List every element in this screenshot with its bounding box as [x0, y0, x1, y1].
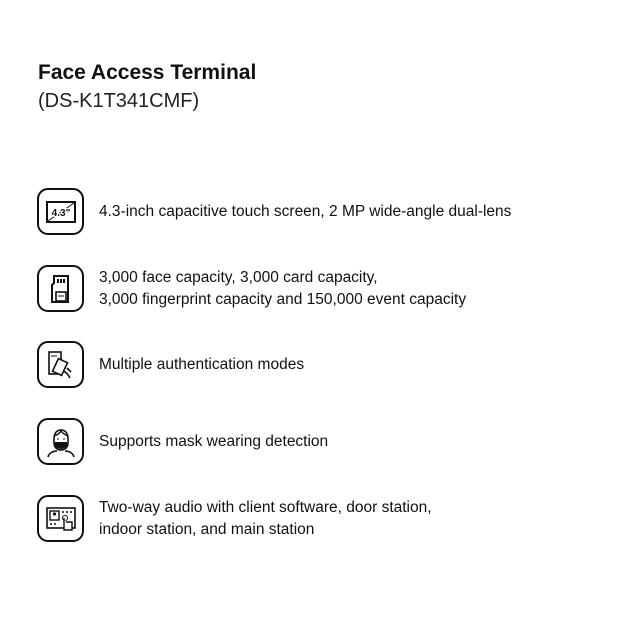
feature-item	[37, 495, 432, 542]
feature-item	[37, 265, 466, 312]
page-title: Face Access Terminal	[38, 61, 257, 84]
feature-text: indoor station, and main station	[99, 520, 315, 538]
intercom-icon	[37, 495, 84, 542]
feature-text: 3,000 face capacity, 3,000 card capacity,	[99, 268, 378, 286]
feature-item	[37, 188, 511, 235]
card-swipe-icon	[37, 341, 84, 388]
screen-size-icon	[37, 188, 84, 235]
model-number: (DS-K1T341CMF)	[38, 90, 200, 112]
feature-text: 3,000 fingerprint capacity and 150,000 event capacity	[99, 290, 467, 308]
feature-text: Two-way audio with client software, door station,	[99, 498, 432, 516]
screen-size-label: 4.3"	[51, 207, 70, 219]
feature-text: Multiple authentication modes	[99, 355, 305, 373]
feature-text: Supports mask wearing detection	[99, 432, 329, 450]
feature-text: 4.3-inch capacitive touch screen, 2 MP wide-angle dual-lens	[99, 202, 512, 220]
mask-face-icon	[37, 418, 84, 465]
feature-item	[37, 341, 304, 388]
memory-card-icon	[37, 265, 84, 312]
feature-item	[37, 418, 328, 465]
